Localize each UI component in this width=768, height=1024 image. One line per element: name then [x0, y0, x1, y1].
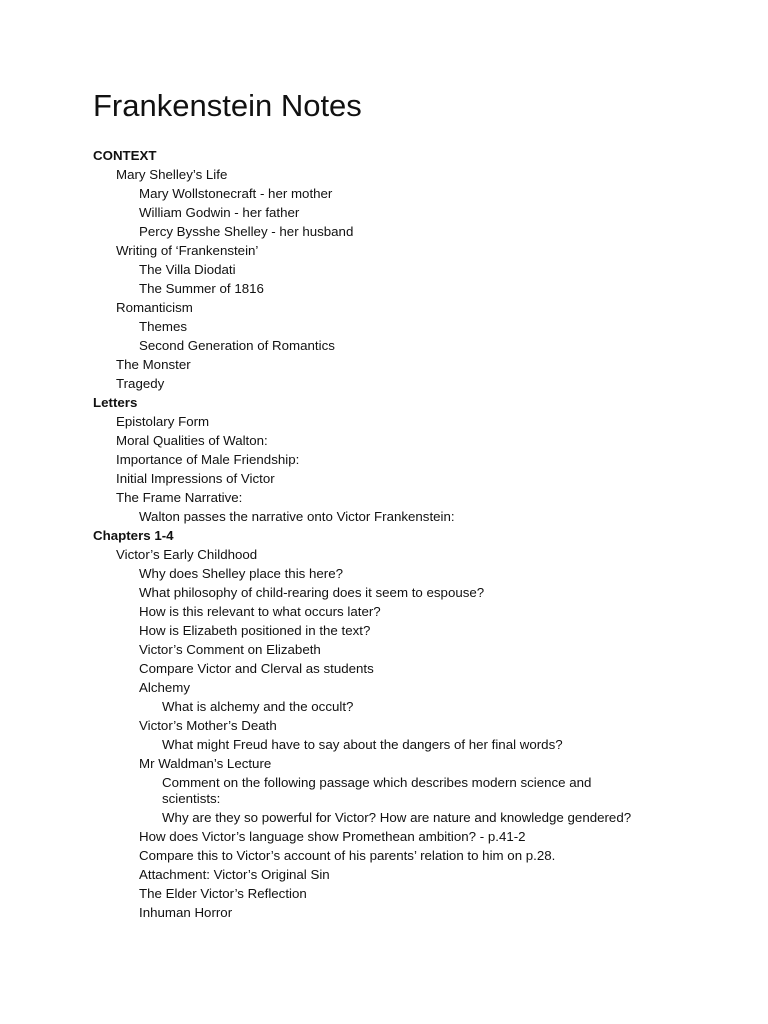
outline-item: Romanticism	[116, 300, 193, 315]
outline-item: Walton passes the narrative onto Victor Frankenstein:	[139, 509, 455, 524]
outline-item: Why does Shelley place this here?	[139, 566, 343, 581]
outline-item: The Summer of 1816	[139, 281, 264, 296]
page-title: Frankenstein Notes	[93, 88, 362, 123]
outline-item: Inhuman Horror	[139, 904, 233, 920]
outline-item: The Villa Diodati	[139, 262, 236, 277]
section-heading: Chapters 1-4	[93, 528, 174, 543]
outline-item: How does Victor’s language show Promethean ambition? - p.41-2	[139, 828, 526, 844]
outline-item: Victor’s Comment on Elizabeth	[139, 642, 321, 657]
section-heading: CONTEXT	[93, 148, 157, 163]
section-heading: Letters	[93, 395, 138, 410]
outline-item: Percy Bysshe Shelley - her husband	[139, 224, 354, 239]
notes-outline	[93, 146, 693, 922]
outline-item: What might Freud have to say about the dangers of her final words?	[162, 737, 563, 752]
outline-item: Why are they so powerful for Victor? How are nature and knowledge gendered?	[162, 809, 632, 825]
outline-item: Comment on the following passage which describes modern science and scientists:	[162, 775, 592, 806]
outline-item: Mary Shelley’s Life	[116, 167, 228, 182]
outline-item: Second Generation of Romantics	[139, 338, 335, 353]
outline-item: William Godwin - her father	[139, 205, 300, 220]
outline-item: What philosophy of child-rearing does it seem to espouse?	[139, 585, 485, 600]
outline-item: Initial Impressions of Victor	[116, 471, 275, 486]
outline-item: Mary Wollstonecraft - her mother	[139, 186, 333, 201]
outline-item: Tragedy	[116, 376, 165, 391]
outline-item: Victor’s Early Childhood	[116, 547, 258, 562]
outline-item: The Elder Victor’s Reflection	[139, 885, 307, 901]
outline-item: Mr Waldman’s Lecture	[139, 756, 272, 771]
outline-item: Compare Victor and Clerval as students	[139, 661, 374, 676]
outline-item: Alchemy	[139, 680, 190, 695]
outline-item: The Frame Narrative:	[116, 490, 243, 505]
outline-item: How is this relevant to what occurs later?	[139, 604, 381, 619]
outline-item: Themes	[139, 319, 188, 334]
outline-item: What is alchemy and the occult?	[162, 699, 354, 714]
outline-item: Importance of Male Friendship:	[116, 452, 300, 467]
outline-item: Attachment: Victor’s Original Sin	[139, 866, 330, 882]
outline-item: The Monster	[116, 357, 191, 372]
outline-item: Compare this to Victor’s account of his parents’ relation to him on p.28.	[139, 847, 556, 863]
outline-item: Writing of ‘Frankenstein’	[116, 243, 259, 258]
outline-item: Epistolary Form	[116, 414, 210, 429]
outline-item: How is Elizabeth positioned in the text?	[139, 623, 371, 638]
outline-item: Victor’s Mother’s Death	[139, 718, 277, 733]
outline-item: Moral Qualities of Walton:	[116, 433, 268, 448]
